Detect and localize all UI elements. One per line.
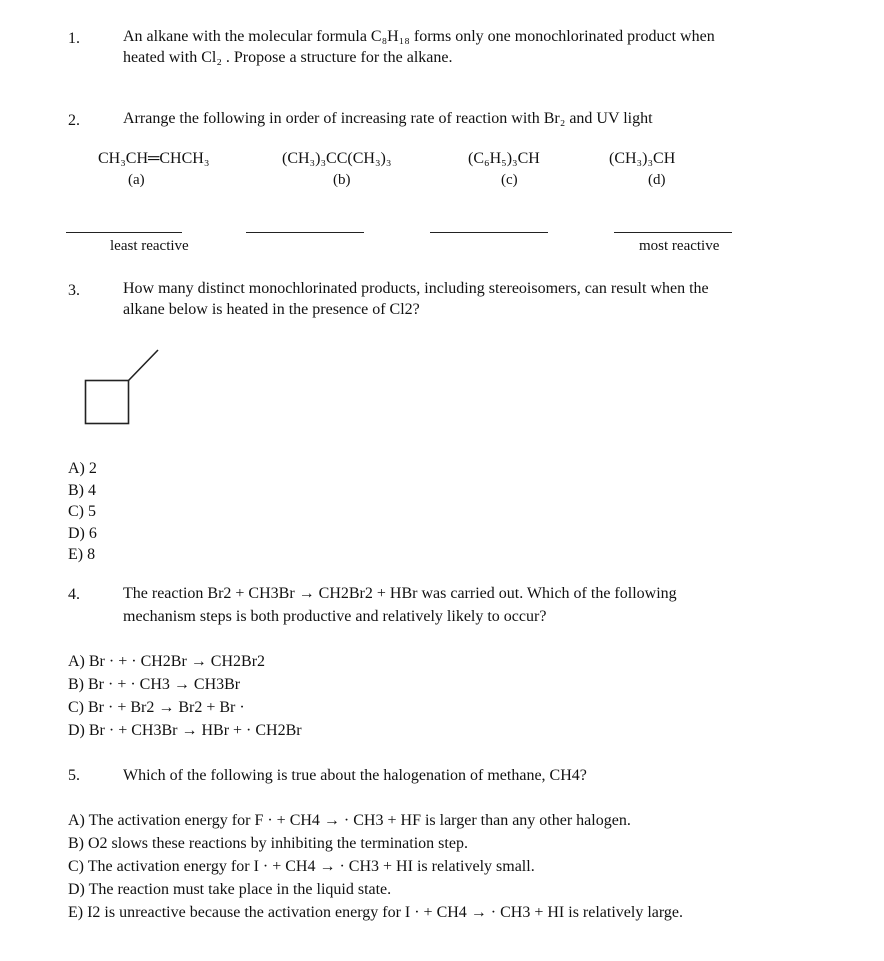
question-3-options (68, 458, 97, 566)
question-1-line-1: An alkane with the molecular formula C₈H₁₈ forms only one monochlorinated product when (123, 28, 715, 45)
compound-b-label: (b) (333, 172, 351, 188)
answer-blank-4[interactable] (614, 232, 732, 233)
question-4-line-2: mechanism steps is both productive and relatively likely to occur? (123, 608, 547, 625)
least-reactive-label: least reactive (110, 238, 189, 254)
option-3b[interactable]: B) 4 (68, 481, 96, 499)
question-5-number: 5. (68, 767, 80, 784)
question-4-line-1: The reaction Br2 + CH3Br → CH2Br2 + HBr was carried out. Which of the following (123, 585, 677, 602)
question-4-options (68, 650, 302, 742)
answer-blank-3[interactable] (430, 232, 548, 233)
question-4-number: 4. (68, 586, 80, 603)
question-5-options (68, 809, 683, 924)
question-5-prompt: Which of the following is true about the halogenation of methane, CH4? (123, 767, 587, 784)
question-3-line-1: How many distinct monochlorinated products, including stereoisomers, can result when the (123, 280, 709, 297)
option-3d[interactable]: D) 6 (68, 524, 97, 542)
compound-a-label: (a) (128, 172, 145, 188)
question-2-prompt: Arrange the following in order of increasing rate of reaction with Br₂ and UV light (123, 110, 653, 127)
question-1-number: 1. (68, 30, 80, 47)
option-5b[interactable]: B) O2 slows these reactions by inhibiting the termination step. (68, 835, 468, 852)
option-4c[interactable]: C) Br · + Br2 → Br2 + Br · (68, 699, 245, 716)
option-4b[interactable]: B) Br · + · CH3 → CH3Br (68, 676, 241, 693)
question-2-number: 2. (68, 112, 80, 129)
option-3c[interactable]: C) 5 (68, 503, 96, 520)
option-4d[interactable]: D) Br · + CH3Br → HBr + · CH2Br (68, 722, 302, 739)
option-5c[interactable]: C) The activation energy for I · + CH4 → · CH3 + HI is relatively small. (68, 858, 535, 875)
most-reactive-label: most reactive (639, 238, 720, 254)
option-5a[interactable]: A) The activation energy for F · + CH4 → · CH3 + HF is larger than any other halogen. (68, 812, 631, 829)
answer-blank-1[interactable] (66, 232, 182, 233)
methylcyclobutane-structure (80, 342, 170, 432)
compound-c-formula: (C₆H₅)₃CH (468, 150, 540, 167)
option-3a[interactable]: A) 2 (68, 460, 97, 477)
answer-blank-2[interactable] (246, 232, 364, 233)
question-3-number: 3. (68, 282, 80, 299)
option-3e[interactable]: E) 8 (68, 546, 96, 563)
question-1-line-2: heated with Cl₂ . Propose a structure for the alkane. (123, 49, 453, 66)
compound-d-label: (d) (648, 172, 666, 188)
option-5d[interactable]: D) The reaction must take place in the liquid state. (68, 881, 392, 898)
question-3-line-2: alkane below is heated in the presence of Cl2? (123, 301, 420, 318)
option-4a[interactable]: A) Br · + · CH2Br → CH2Br2 (68, 653, 266, 670)
compound-d-formula: (CH₃)₃CH (609, 150, 676, 167)
option-5e[interactable]: E) I2 is unreactive because the activation energy for I · + CH4 → · CH3 + HI is relatively large. (68, 904, 684, 921)
compound-a-formula: CH₃CH═CHCH₃ (98, 150, 210, 167)
compound-c-label: (c) (501, 172, 518, 188)
compound-b-formula: (CH₃)₃CC(CH₃)₃ (282, 150, 392, 167)
